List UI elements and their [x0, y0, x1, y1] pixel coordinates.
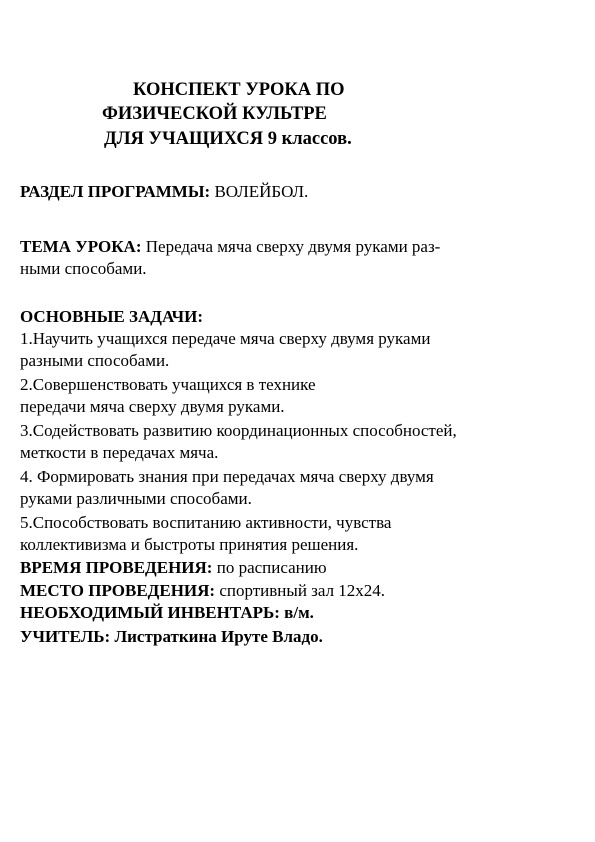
topic-line-2: ными способами. — [20, 259, 147, 278]
tasks-heading: ОСНОВНЫЕ ЗАДАЧИ: — [20, 307, 203, 326]
task-line: руками различными способами. — [20, 489, 252, 508]
place-label: МЕСТО ПРОВЕДЕНИЯ: — [20, 581, 216, 600]
section-label: РАЗДЕЛ ПРОГРАММЫ: — [20, 182, 211, 201]
task-line: меткости в передачах мяча. — [20, 443, 219, 462]
topic-label: ТЕМА УРОКА: — [20, 237, 142, 256]
task-line: разными способами. — [20, 351, 170, 370]
title-line-2: ФИЗИЧЕСКОЙ КУЛЬТРЕ — [102, 104, 327, 124]
task-line: передачи мяча сверху двумя руками. — [20, 397, 285, 416]
title-line-3: ДЛЯ УЧАЩИХСЯ 9 классов. — [104, 129, 352, 149]
time-line — [20, 557, 327, 579]
place-value: спортивный зал 12х24. — [215, 581, 386, 600]
topic-value-1: Передача мяча сверху двумя руками раз- — [141, 237, 441, 256]
equipment-line: НЕОБХОДИМЫЙ ИНВЕНТАРЬ: в/м. — [20, 603, 314, 622]
task-line: коллективизма и быстроты принятия решения. — [20, 535, 359, 554]
task-line: 2.Совершенствовать учащихся в технике — [20, 375, 316, 394]
section-line — [20, 181, 308, 203]
title-line-1: КОНСПЕКТ УРОКА ПО — [133, 80, 345, 100]
teacher-line: УЧИТЕЛЬ: Листраткина Ируте Владо. — [20, 627, 323, 646]
section-value: ВОЛЕЙБОЛ. — [210, 182, 309, 201]
task-line: 1.Научить учащихся передаче мяча сверху двумя руками — [20, 329, 431, 348]
task-line: 4. Формировать знания при передачах мяча сверху двумя — [20, 467, 434, 486]
topic-line-1 — [20, 236, 440, 258]
task-line: 5.Способствовать воспитанию активности, чувства — [20, 513, 392, 532]
place-line — [20, 580, 385, 602]
time-label: ВРЕМЯ ПРОВЕДЕНИЯ: — [20, 558, 213, 577]
task-line: 3.Содействовать развитию координационных способностей, — [20, 421, 457, 440]
time-value: по расписанию — [212, 558, 327, 577]
